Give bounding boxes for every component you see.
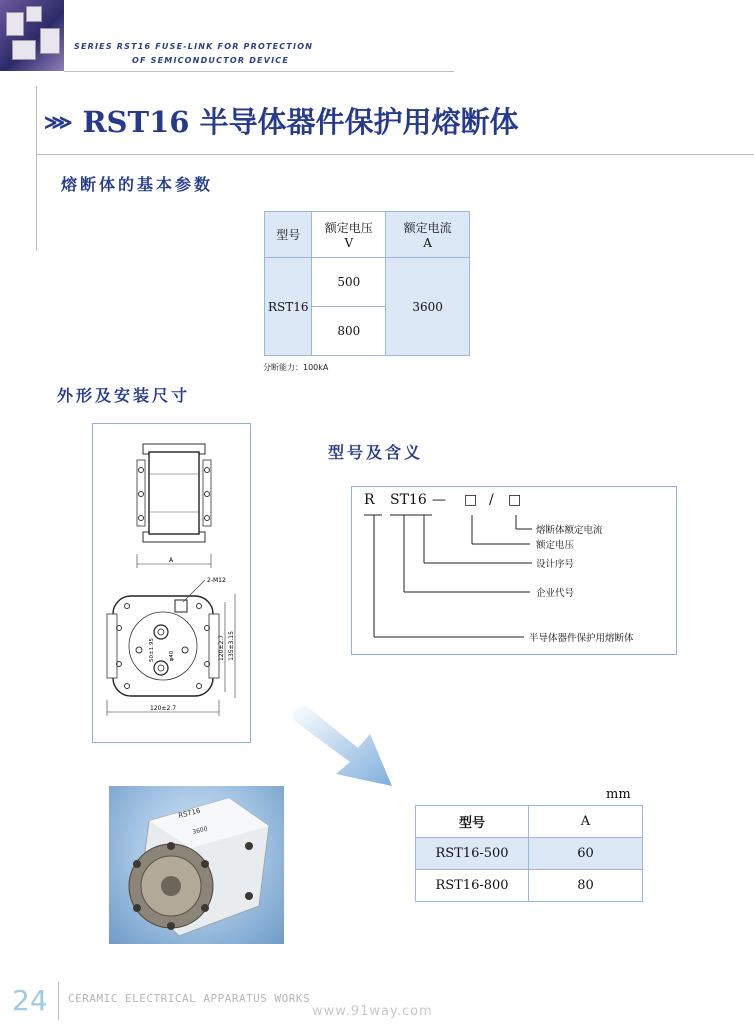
params-col-voltage: 额定电压 V bbox=[312, 212, 386, 258]
dimensions-heading: 外形及安装尺寸 bbox=[57, 386, 191, 405]
model-code-leaders bbox=[352, 487, 676, 654]
footer-divider bbox=[58, 982, 59, 1020]
params-voltage-500: 500 bbox=[312, 258, 386, 307]
dim-row-1-model: RST16-500 bbox=[416, 838, 529, 870]
code-label-fuse: 半导体器件保护用熔断体 bbox=[529, 633, 634, 644]
product-photo bbox=[109, 786, 284, 944]
series-line-2: OF SEMICONDUCTOR DEVICE bbox=[132, 56, 290, 65]
params-col-model: 型号 bbox=[265, 212, 312, 258]
dim-label-right2: 135±3.15 bbox=[228, 631, 235, 661]
dim-label-inner1: 50±1.95 bbox=[149, 638, 155, 662]
dimension-drawing-box bbox=[92, 423, 251, 743]
dim-col-a: A bbox=[529, 806, 643, 838]
params-voltage-800: 800 bbox=[312, 307, 386, 356]
params-model-cell: RST16 bbox=[265, 258, 312, 356]
photo-label-model: RST16 bbox=[177, 806, 202, 820]
model-code-box bbox=[351, 486, 677, 655]
breaking-capacity-note: 分断能力：100kA bbox=[263, 363, 329, 372]
code-current-box: □ bbox=[508, 492, 522, 508]
code-st16: ST16 bbox=[390, 492, 427, 508]
series-line-1: SERIES RST16 FUSE-LINK FOR PROTECTION bbox=[74, 42, 314, 51]
dimension-table bbox=[415, 805, 643, 902]
dim-label-m12: 2-M12 bbox=[207, 577, 226, 584]
dim-label-right1: 120±2.7 bbox=[218, 634, 225, 662]
company-name: CERAMIC ELECTRICAL APPARATUS WORKS bbox=[68, 992, 311, 1005]
dim-col-model: 型号 bbox=[416, 806, 529, 838]
code-label-current: 熔断体额定电流 bbox=[536, 525, 603, 536]
code-voltage-box: □ bbox=[464, 492, 478, 508]
model-code-heading: 型号及含义 bbox=[328, 443, 424, 462]
unit-label: mm bbox=[606, 787, 631, 802]
header-rule bbox=[64, 71, 454, 72]
dim-label-inner2: φ40 bbox=[169, 650, 175, 662]
params-table bbox=[264, 211, 470, 356]
photo-label-code: 3600 bbox=[191, 825, 209, 836]
series-caption bbox=[74, 40, 313, 68]
header-thumbnail bbox=[0, 0, 64, 71]
decorative-arrow-icon bbox=[288, 704, 398, 794]
dim-row-2-model: RST16-800 bbox=[416, 870, 529, 902]
title-rule bbox=[36, 154, 754, 155]
page-number: 24 bbox=[12, 984, 48, 1017]
code-label-design: 设计序号 bbox=[536, 559, 575, 570]
title-vertical-rule bbox=[36, 86, 37, 251]
dim-label-a: A bbox=[168, 557, 174, 564]
dim-label-bottom: 120±2.7 bbox=[149, 705, 177, 712]
code-label-voltage: 额定电压 bbox=[536, 540, 575, 551]
dim-row-1-a: 60 bbox=[529, 838, 643, 870]
code-slash: / bbox=[489, 492, 494, 508]
watermark: www.91way.com bbox=[312, 1004, 433, 1019]
dim-row-2-a: 80 bbox=[529, 870, 643, 902]
params-current-cell: 3600 bbox=[386, 258, 470, 356]
code-r: R bbox=[364, 492, 375, 508]
params-heading: 熔断体的基本参数 bbox=[61, 175, 214, 194]
params-col-current: 额定电流 A bbox=[386, 212, 470, 258]
page-title-text: RST16 半导体器件保护用熔断体 bbox=[82, 105, 519, 139]
dimension-drawing bbox=[93, 424, 250, 742]
page-title bbox=[44, 100, 519, 141]
code-dash: — bbox=[432, 492, 446, 508]
fuse-photo-illustration bbox=[109, 786, 284, 944]
double-arrow-icon: ⋙ bbox=[44, 110, 73, 134]
code-label-company: 企业代号 bbox=[536, 588, 575, 599]
